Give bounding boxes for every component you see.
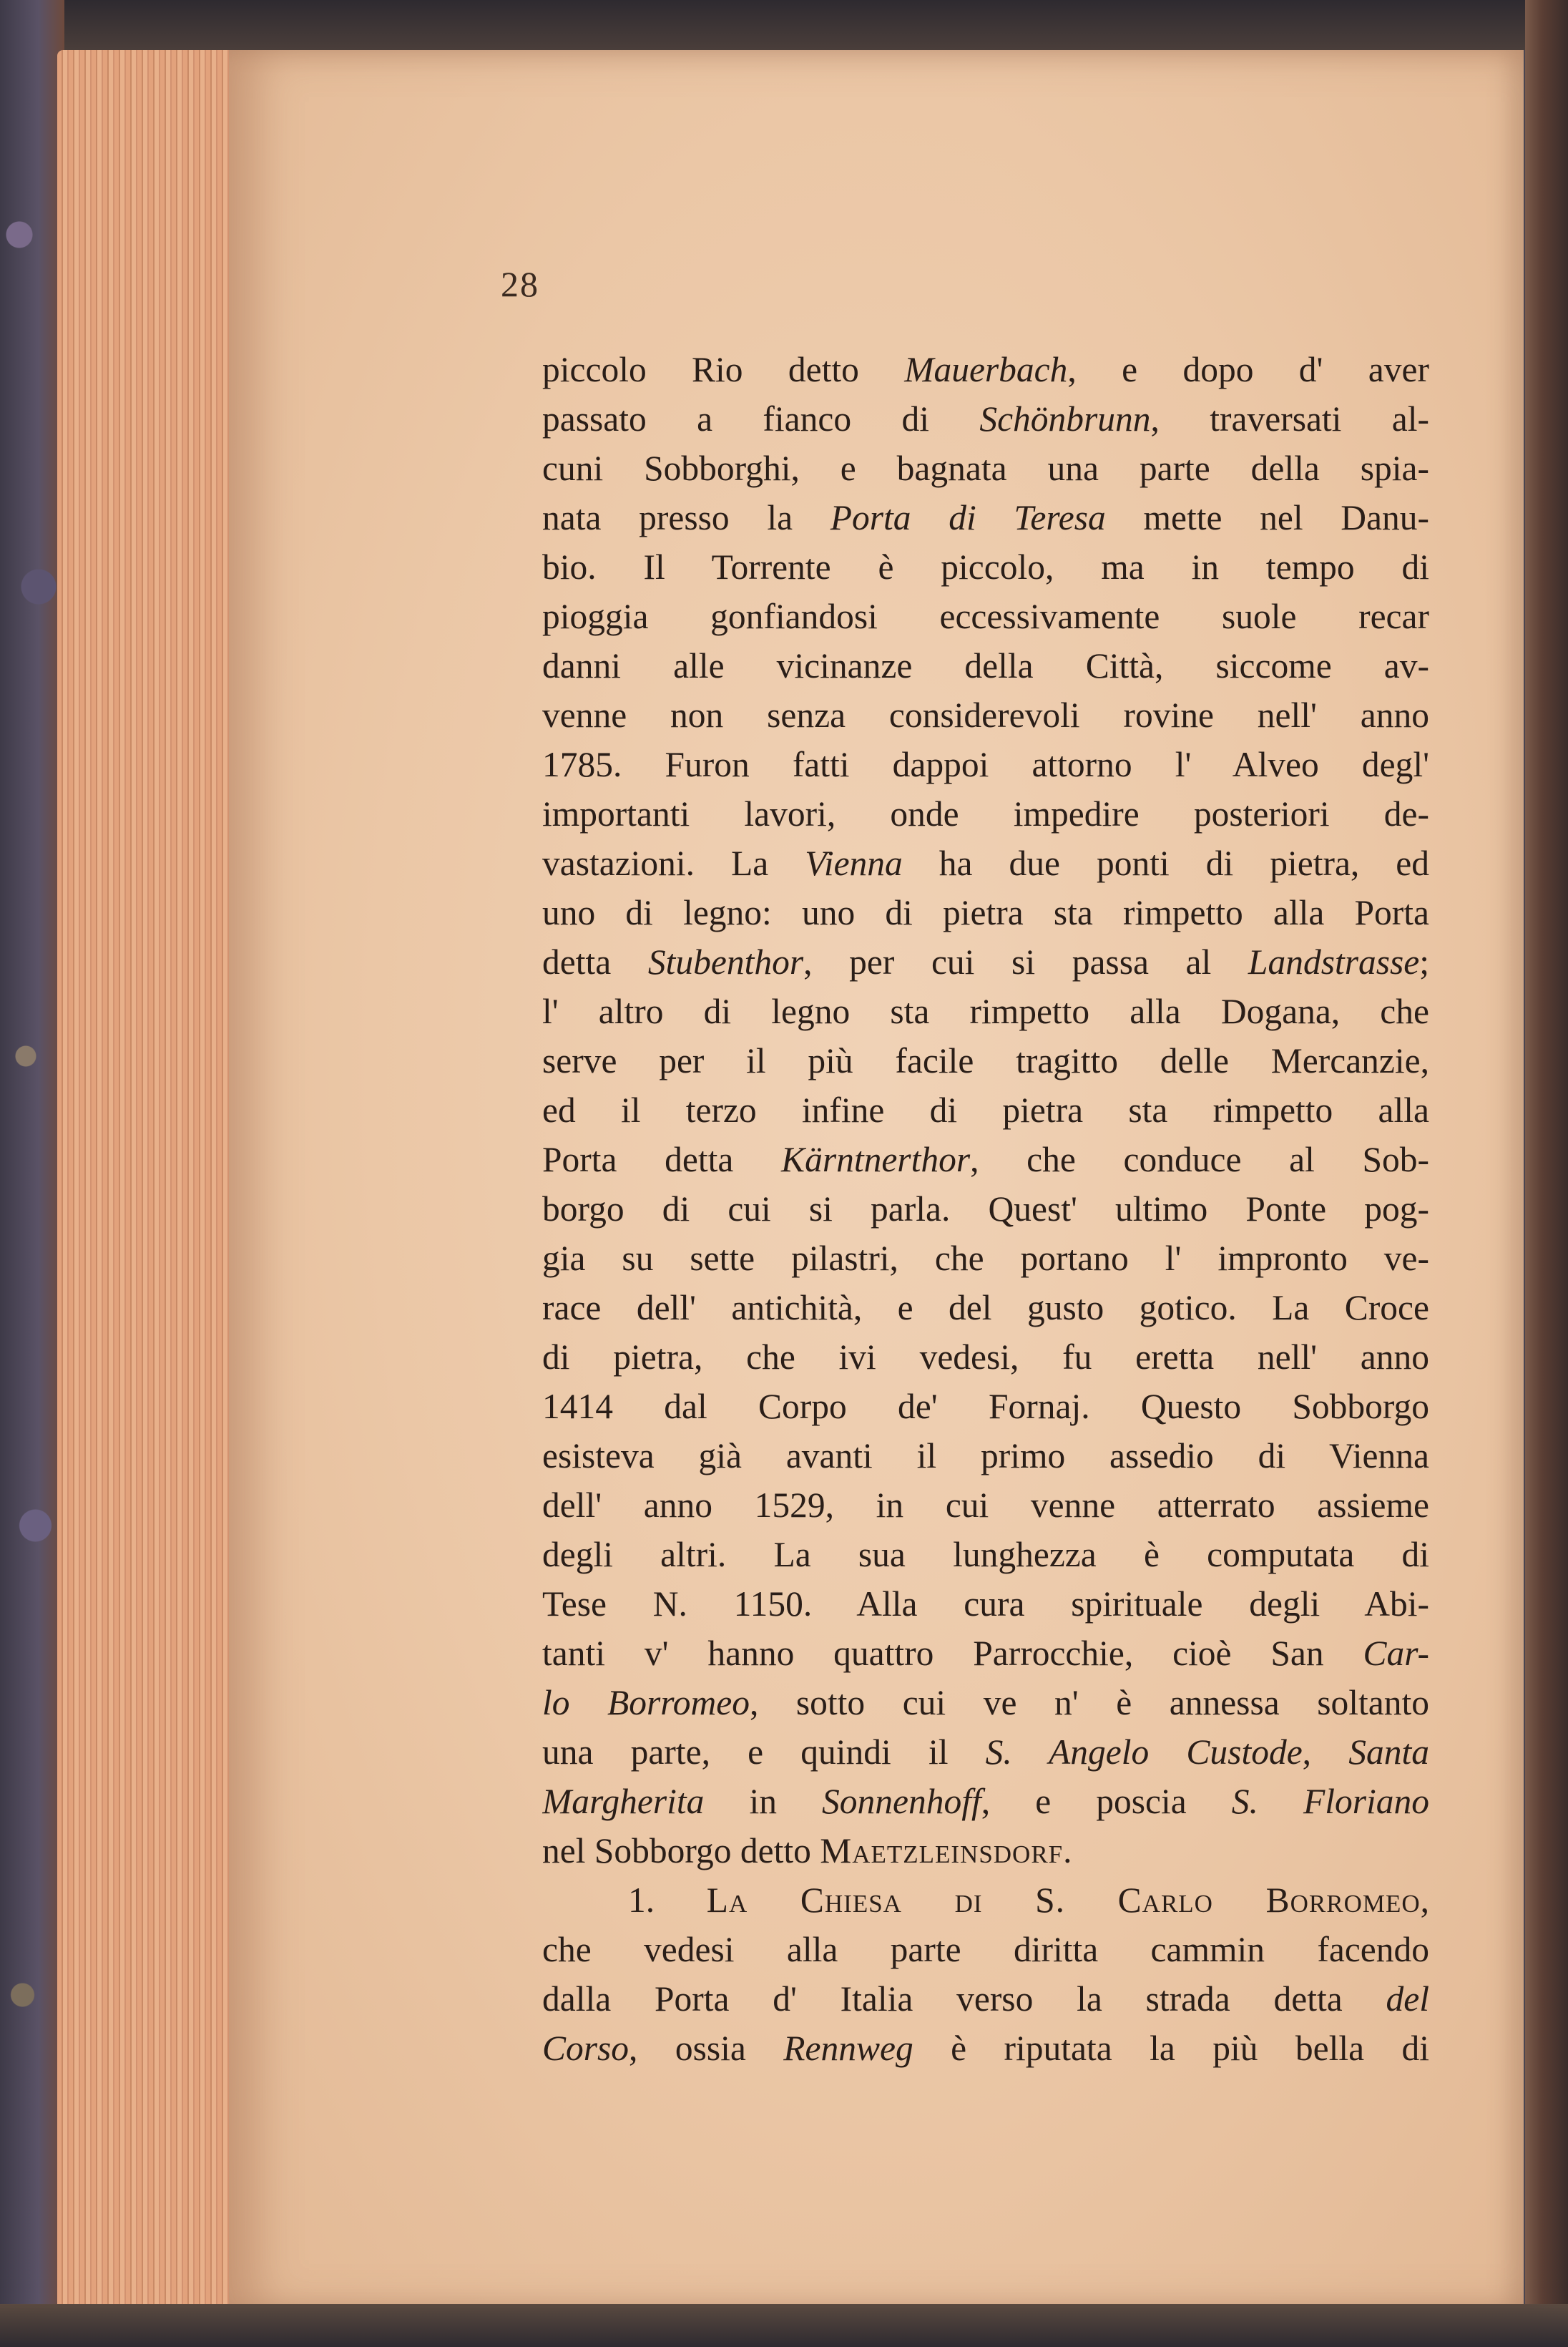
text-segment: , per cui si passa al [803,942,1248,982]
text-line [542,542,1429,592]
text-segment: serve per il più facile tragitto delle Mercanzie, [542,1041,1429,1080]
text-line [542,394,1429,444]
text-segment: gia su sette pilastri, che portano l' impronto ve- [542,1239,1429,1278]
text-line [542,1629,1429,1678]
text-segment: che vedesi alla parte diritta cammin facendo [542,1930,1429,1969]
text-segment: , e poscia [981,1782,1232,1821]
page-text-body [542,345,1429,2073]
text-line [542,691,1429,740]
text-line [542,592,1429,641]
text-line [542,1085,1429,1135]
italic-text: lo Borromeo [542,1683,750,1722]
italic-text: Schönbrunn [979,399,1151,439]
text-segment: . [1063,1831,1072,1870]
text-segment: piccolo Rio detto [542,350,905,389]
text-line [542,1135,1429,1184]
text-line [542,444,1429,493]
italic-text: Corso [542,2029,629,2068]
text-line [542,1727,1429,1777]
text-segment: , [1302,1732,1349,1772]
text-line [542,1678,1429,1727]
text-segment: è riputata la più bella di [913,2029,1429,2068]
text-line [542,740,1429,789]
text-line [542,1431,1429,1480]
italic-text: Kärntnerthor [781,1140,971,1179]
text-segment: uno di legno: uno di pietra sta rimpetto alla Porta [542,893,1429,932]
text-segment: 1414 dal Corpo de' Fornaj. Questo Sobborgo [542,1387,1429,1426]
text-segment: borgo di cui si parla. Quest' ultimo Ponte pog- [542,1189,1429,1229]
text-line [542,1530,1429,1579]
text-segment: danni alle vicinanze della Città, siccome av- [542,646,1429,685]
text-segment: nel Sobborgo detto [542,1831,820,1870]
text-line [542,1925,1429,1974]
text-line [542,493,1429,542]
italic-text: Vienna [805,844,903,883]
page-number: 28 [501,264,539,304]
italic-text: Stubenthor [647,942,804,982]
italic-text: S. Angelo Custode [985,1732,1303,1772]
text-segment: importanti lavori, onde impedire posteriori de- [542,794,1429,834]
text-line [542,1234,1429,1283]
text-segment: 1. [628,1880,707,1920]
text-segment: ; [1419,942,1429,982]
page-edges-stack [57,50,243,2311]
italic-text: S. Floriano [1231,1782,1429,1821]
italic-text: Landstrasse [1248,942,1420,982]
text-segment: , sotto cui ve n' è annessa soltanto [749,1683,1429,1722]
text-segment: Porta detta [542,1140,782,1179]
text-segment: passato a fianco di [542,399,980,439]
text-line [542,888,1429,937]
italic-text: del [1386,1979,1429,2019]
text-line [542,1382,1429,1431]
text-segment: venne non senza considerevoli rovine nell' anno [542,696,1429,735]
text-segment: dalla Porta d' Italia verso la strada detta [542,1979,1386,2019]
text-segment: nata presso la [542,498,830,537]
text-segment: cuni Sobborghi, e bagnata una parte della spia- [542,449,1429,488]
text-line [542,987,1429,1036]
italic-text: Santa [1348,1732,1429,1772]
text-line [542,345,1429,394]
text-segment: in [704,1782,823,1821]
text-line [542,937,1429,987]
text-line [542,1579,1429,1629]
italic-text: Mauerbach [904,350,1068,389]
text-line [542,1826,1429,1875]
text-line [542,2024,1429,2073]
text-line [542,1875,1429,1925]
text-line [542,839,1429,888]
text-segment: , che conduce al Sob- [970,1140,1429,1179]
text-segment: dell' anno 1529, in cui venne atterrato assieme [542,1485,1429,1525]
text-segment: vastazioni. La [542,844,805,883]
text-segment: degli altri. La sua lunghezza è computata di [542,1535,1429,1574]
text-segment: esisteva già avanti il primo assedio di Vienna [542,1436,1429,1475]
text-segment: , e dopo d' aver [1067,350,1429,389]
text-segment: ha due ponti di pietra, ed [902,844,1429,883]
text-line [542,1480,1429,1530]
text-segment: ed il terzo infine di pietra sta rimpetto alla [542,1090,1429,1130]
text-segment: tanti v' hanno quattro Parrocchie, cioè San [542,1634,1363,1673]
text-segment: race dell' antichità, e del gusto gotico. La Croce [542,1288,1429,1327]
text-segment: detta [542,942,648,982]
text-segment: 1785. Furon fatti dappoi attorno l' Alveo degl' [542,745,1429,784]
text-line [542,1777,1429,1826]
marbled-cover-edge [0,0,64,2347]
book-top-edge [0,0,1568,50]
text-segment: di pietra, che ivi vedesi, fu eretta nell' anno [542,1337,1429,1377]
text-segment: , ossia [629,2029,784,2068]
text-line [542,641,1429,691]
text-segment: l' altro di legno sta rimpetto alla Dogana, che [542,992,1429,1031]
text-line [542,789,1429,839]
italic-text: Sonnenhoff [822,1782,981,1821]
italic-text: Rennweg [783,2029,913,2068]
small-caps-text: Maetzleinsdorf [820,1831,1064,1870]
book-binding-right [1525,0,1568,2347]
text-line [542,1332,1429,1382]
text-segment: mette nel Danu- [1105,498,1429,537]
text-segment: una parte, e quindi il [542,1732,986,1772]
text-segment: pioggia gonfiandosi eccessivamente suole recar [542,597,1429,636]
small-caps-text: La Chiesa di S. Carlo Borromeo [706,1880,1421,1920]
text-segment: , traversati al- [1150,399,1429,439]
italic-text: Porta di Teresa [830,498,1106,537]
text-line [542,1184,1429,1234]
text-segment: bio. Il Torrente è piccolo, ma in tempo di [542,547,1429,587]
text-line [542,1974,1429,2024]
italic-text: Car- [1363,1634,1429,1673]
text-segment: Tese N. 1150. Alla cura spirituale degli Abi- [542,1584,1429,1624]
italic-text: Margherita [542,1782,705,1821]
text-segment: , [1420,1880,1429,1920]
text-line [542,1036,1429,1085]
text-line [542,1283,1429,1332]
book-bottom-edge [0,2304,1568,2347]
